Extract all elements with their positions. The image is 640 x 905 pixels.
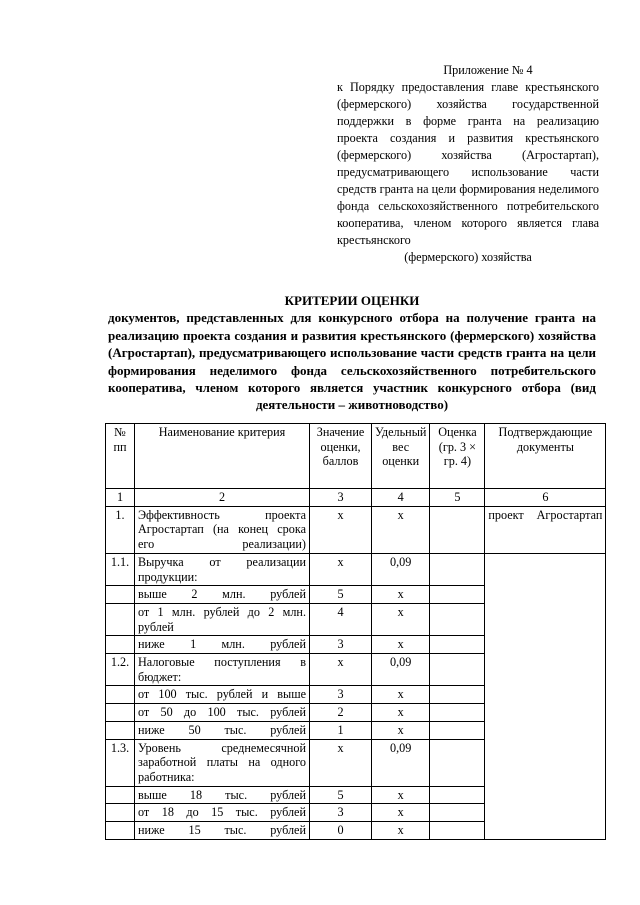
appendix-block [337, 62, 599, 266]
criterion-name: ниже 50 тыс. рублей [135, 721, 310, 739]
criterion-score [430, 654, 485, 686]
header-num: № пп [106, 424, 135, 489]
criterion-weight: х [372, 603, 430, 635]
criterion-value: 0 [310, 822, 372, 840]
criterion-value: х [310, 506, 372, 553]
confirming-documents: проект Агростартап [485, 506, 606, 553]
row-number [106, 721, 135, 739]
row-number [106, 786, 135, 804]
column-number-row [106, 489, 606, 507]
criterion-score [430, 804, 485, 822]
criterion-weight: х [372, 686, 430, 704]
criterion-weight: х [372, 586, 430, 604]
criterion-weight: х [372, 636, 430, 654]
criterion-value: х [310, 553, 372, 585]
criterion-value: х [310, 654, 372, 686]
criterion-weight: х [372, 704, 430, 722]
header-value: Значение оценки, баллов [310, 424, 372, 489]
criterion-score [430, 506, 485, 553]
criterion-value: х [310, 739, 372, 786]
row-number: 1. [106, 506, 135, 553]
col-number: 4 [372, 489, 430, 507]
row-number [106, 603, 135, 635]
criterion-score [430, 603, 485, 635]
criterion-value: 5 [310, 786, 372, 804]
table-row [106, 553, 606, 585]
header-weight: Удельный вес оценки [372, 424, 430, 489]
criterion-weight: х [372, 822, 430, 840]
heading-body: документов, представленных для конкурсного отбора на получение гранта на реализацию проекта создания и развития крестьянского (фермерского) хозяйства (Агростартап), предусматривающего использование части средств гранта на цели формирования неделимого фонда сельскохозяйственного потребительского кооператива, членом которого является участник конкурсного отбора (вид деятельности – животноводство) [108, 310, 596, 413]
header-docs: Подтверждающие документы [485, 424, 606, 489]
criterion-name: ниже 15 тыс. рублей [135, 822, 310, 840]
header-name: Наименование критерия [135, 424, 310, 489]
criterion-weight: 0,09 [372, 553, 430, 585]
criterion-value: 4 [310, 603, 372, 635]
header-score: Оценка (гр. 3 × гр. 4) [430, 424, 485, 489]
appendix-text: к Порядку предоставления главе крестьянского (фермерского) хозяйства государственной поддержки в форме гранта на реализацию проекта создания и развития крестьянского (фермерского) хозяйства (Агростартап), предусматривающего использование части средств гранта на цели формирования неделимого фонда сельскохозяйственного потребительского кооператива, членом которого является глава крестьянского [337, 80, 599, 247]
row-number: 1.3. [106, 739, 135, 786]
appendix-last-line: (фермерского) хозяйства [404, 250, 532, 264]
row-number: 1.2. [106, 654, 135, 686]
criterion-value: 3 [310, 804, 372, 822]
criterion-name: ниже 1 млн. рублей [135, 636, 310, 654]
criterion-score [430, 704, 485, 722]
table-header-row [106, 424, 606, 489]
col-number: 5 [430, 489, 485, 507]
row-number [106, 804, 135, 822]
appendix-title: Приложение № 4 [443, 63, 533, 77]
row-number [106, 822, 135, 840]
criterion-score [430, 686, 485, 704]
criterion-name: Уровень среднемесячной заработной платы на одного работника: [135, 739, 310, 786]
col-number: 1 [106, 489, 135, 507]
criterion-name: Выручка от реализации продукции: [135, 553, 310, 585]
row-number [106, 704, 135, 722]
row-number [106, 636, 135, 654]
criterion-weight: х [372, 506, 430, 553]
criterion-name: Эффективность проекта Агростартап (на конец срока его реализации) [135, 506, 310, 553]
row-number: 1.1. [106, 553, 135, 585]
row-number [106, 686, 135, 704]
criterion-weight: х [372, 721, 430, 739]
criterion-score [430, 636, 485, 654]
criterion-name: от 100 тыс. рублей и выше [135, 686, 310, 704]
criterion-score [430, 586, 485, 604]
col-number: 6 [485, 489, 606, 507]
criterion-name: Налоговые поступления в бюджет: [135, 654, 310, 686]
criterion-value: 3 [310, 636, 372, 654]
col-number: 3 [310, 489, 372, 507]
col-number: 2 [135, 489, 310, 507]
confirming-documents-cont [485, 553, 606, 839]
criterion-name: от 18 до 15 тыс. рублей [135, 804, 310, 822]
criterion-name: от 50 до 100 тыс. рублей [135, 704, 310, 722]
criterion-value: 3 [310, 686, 372, 704]
criterion-weight: 0,09 [372, 654, 430, 686]
criterion-weight: 0,09 [372, 739, 430, 786]
table-row [106, 506, 606, 553]
heading-title: КРИТЕРИИ ОЦЕНКИ [284, 293, 420, 308]
criterion-name: выше 2 млн. рублей [135, 586, 310, 604]
row-number [106, 586, 135, 604]
criterion-score [430, 553, 485, 585]
criterion-score [430, 721, 485, 739]
criterion-score [430, 786, 485, 804]
criterion-weight: х [372, 786, 430, 804]
criterion-score [430, 739, 485, 786]
criterion-value: 2 [310, 704, 372, 722]
document-heading [108, 292, 596, 414]
criterion-weight: х [372, 804, 430, 822]
criterion-value: 5 [310, 586, 372, 604]
criterion-score [430, 822, 485, 840]
criterion-name: выше 18 тыс. рублей [135, 786, 310, 804]
criterion-value: 1 [310, 721, 372, 739]
criteria-table [105, 423, 606, 840]
criterion-name: от 1 млн. рублей до 2 млн. рублей [135, 603, 310, 635]
